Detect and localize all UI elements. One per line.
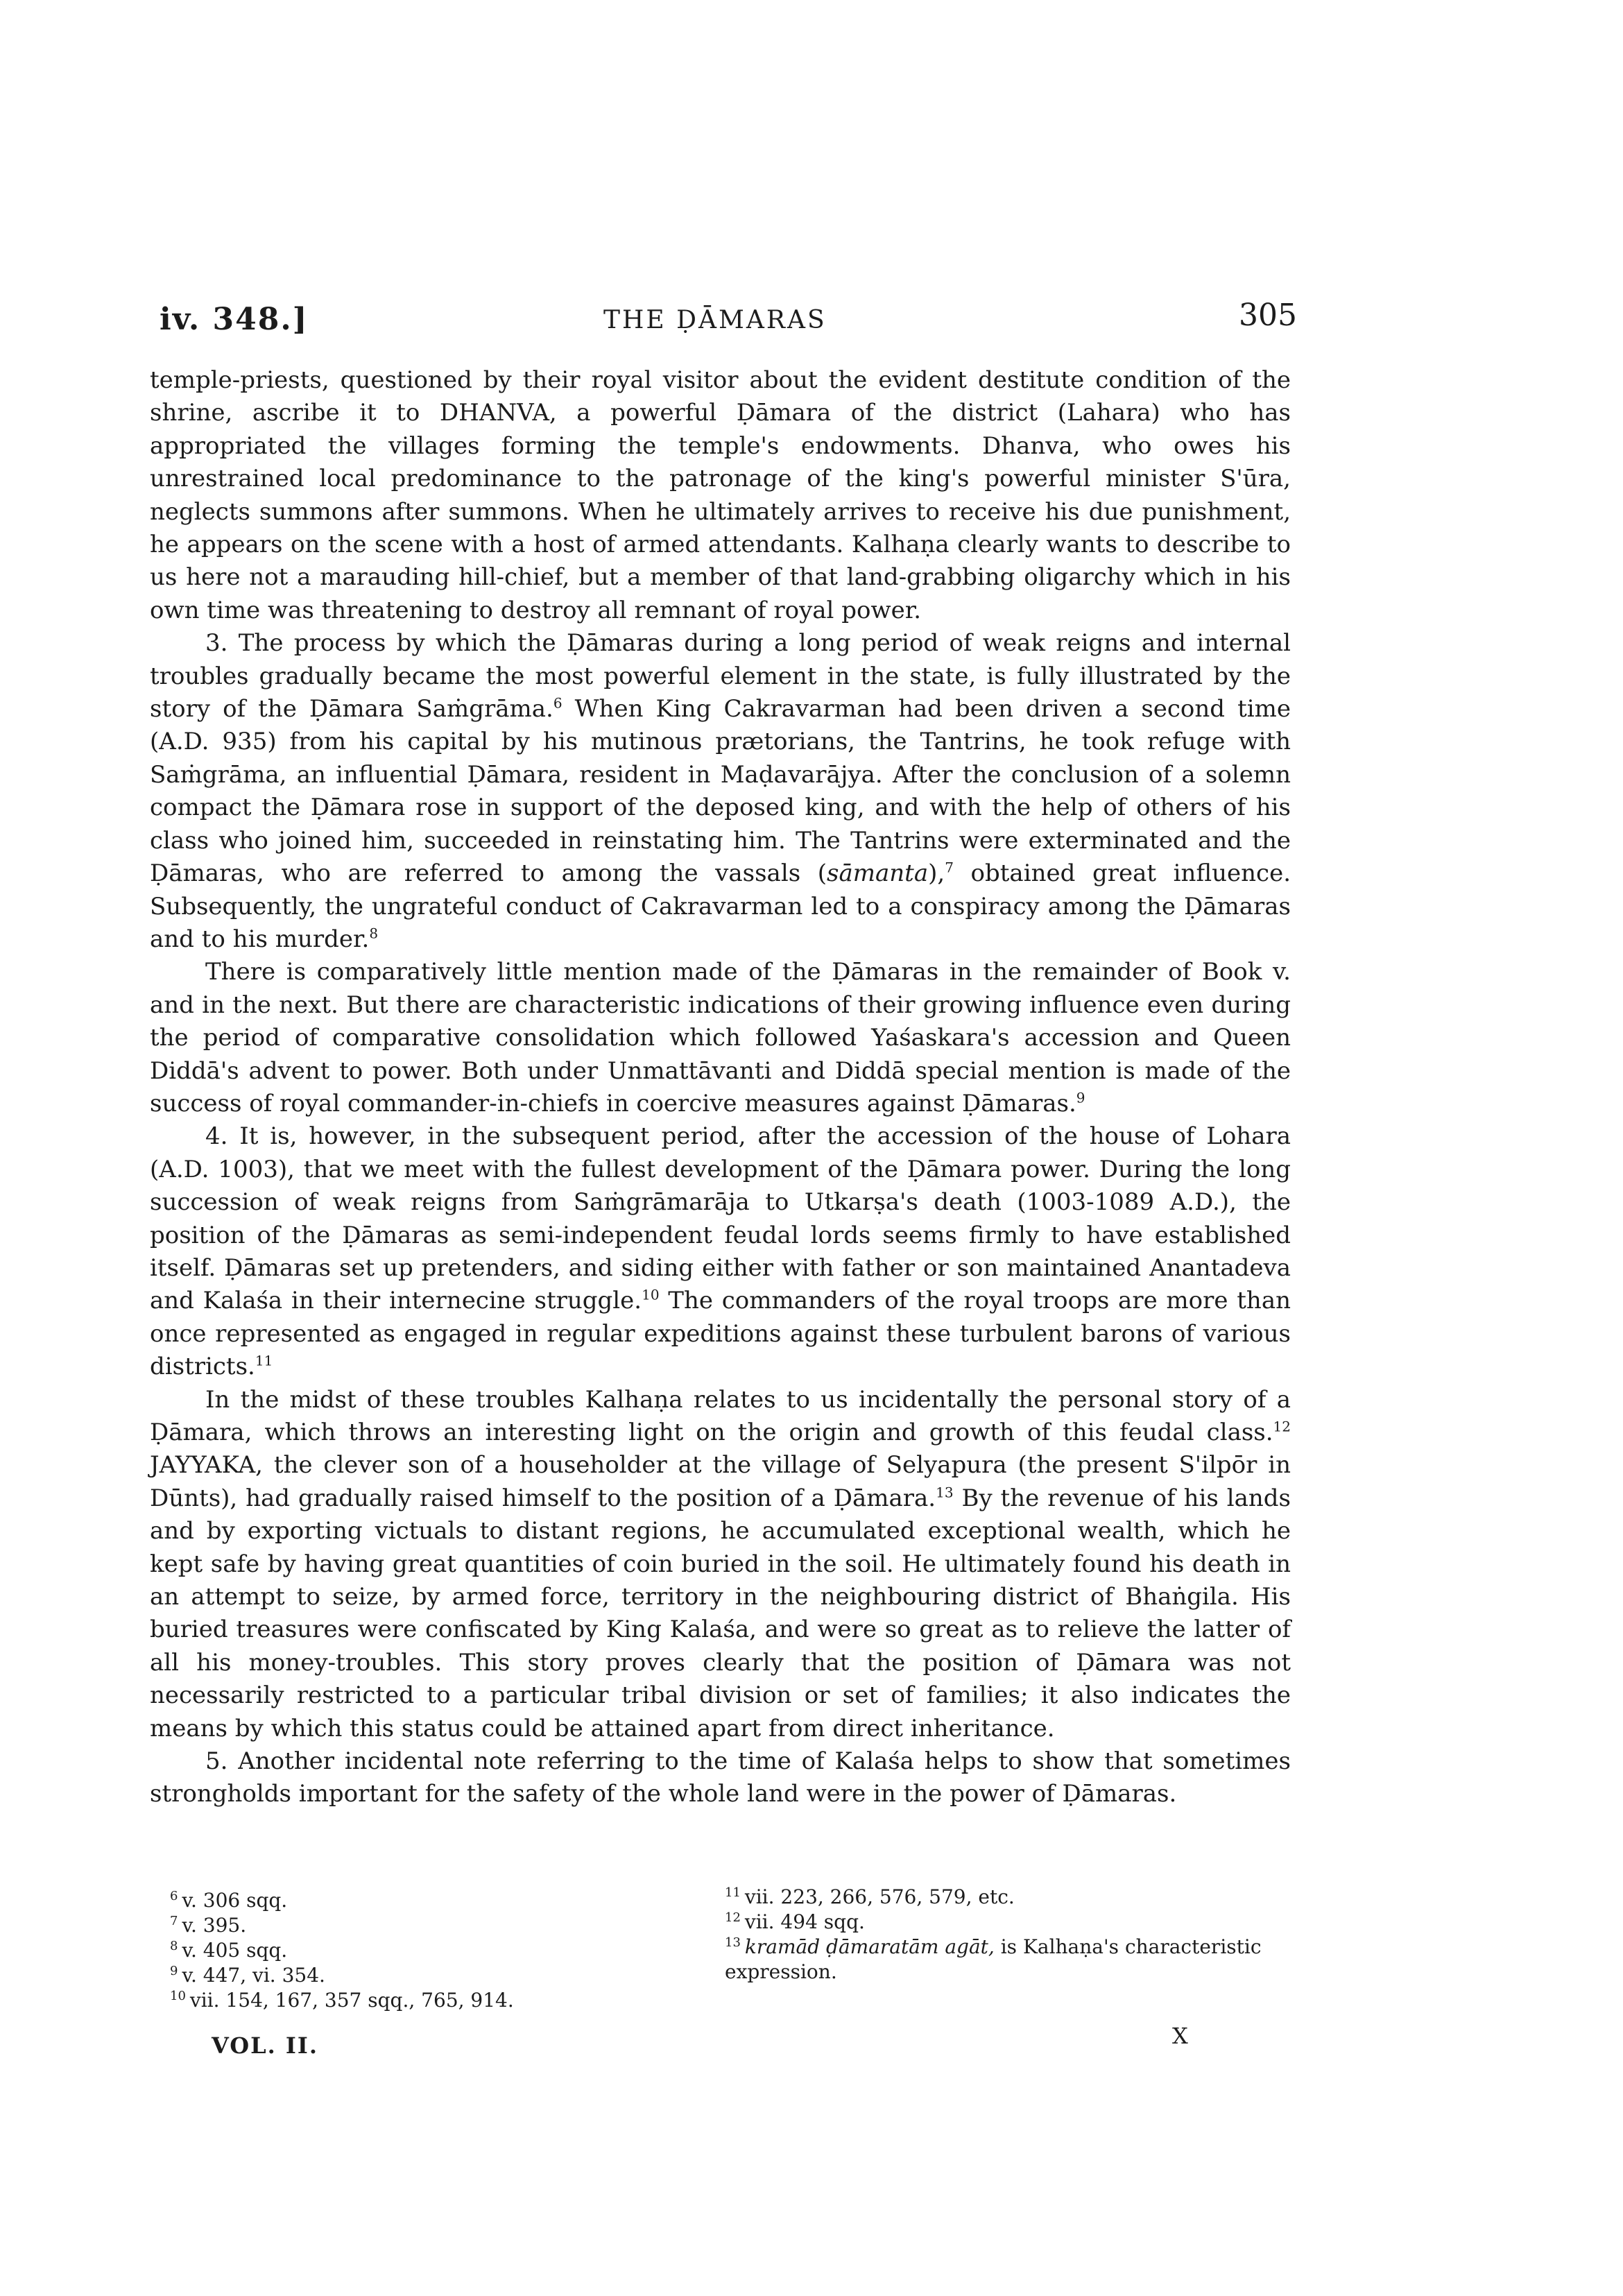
footnote-text: v. 306 sqq. — [182, 1889, 288, 1912]
footnote — [170, 1888, 697, 1913]
footnote-number: 10 — [170, 1988, 186, 2003]
footnote-marker: 12 — [1273, 1418, 1291, 1435]
paragraph-2: 3. The process by which the Ḍāmaras during a long period of weak reigns and internal troubles gradually became the most powerful element in the state, is fully illustrated by the story of the Ḍāmara Saṁgrāma.$^6$ When King Cakravarman had been driven a second time (A.D. 935) from his capital by his mutinous prætorians, the Tantrins, he took refuge with Saṁgrāma, an influential Ḍāmara, resident in Maḍavarājya. After the conclusion of a solemn compact the Ḍāmara rose in support of the deposed king, and with the help of others of his class who joined him, succeeded in reinstating him. The Tantrins were exterminated and the Ḍāmaras, who are referred to among the vassals (sāmanta),$^7$ obtained great influence. Subsequently, the ungrateful conduct of Cakravarman led to a conspiracy among the Ḍāmaras and to his murder.$^8$ — [150, 629, 1291, 953]
footnote-marker: 9 — [1076, 1089, 1085, 1106]
paragraph-6: 5. Another incidental note referring to the time of Kalaśa helps to show that sometimes strongholds important for the safety of the whole land were in the power of Ḍāmaras. — [150, 1747, 1291, 1808]
footnote-text: vii. 223, 266, 576, 579, etc. — [744, 1885, 1015, 1908]
footnote-number: 7 — [170, 1913, 178, 1928]
footnote-number: 11 — [725, 1885, 741, 1900]
running-title: THE ḌĀMARAS — [603, 306, 827, 334]
footnotes-left-column — [170, 1888, 697, 2013]
running-header — [160, 295, 1297, 343]
footnote — [725, 1885, 1294, 1910]
footnote-number: 9 — [170, 1963, 178, 1978]
paragraph-4: 4. It is, however, in the subsequent period, after the accession of the house of Lohara (A.D. 1003), that we meet with the fullest development of the Ḍāmara power. During the long succession of weak reigns from Saṁgrāmarāja to Utkarṣa's death (1003-1089 A.D.), the position of the Ḍāmaras as semi-independent feudal lords seems firmly to have established itself. Ḍāmaras set up pretenders, and siding either with father or son maintained Anantadeva and Kalaśa in their internecine struggle.$^{10}$ The commanders of the royal troops are more than once represented as engaged in regular expeditions against these turbulent barons of various districts.$^{11}$ — [150, 1122, 1291, 1381]
footnote-text: vii. 494 sqq. — [744, 1910, 865, 1933]
footnote-text: v. 405 sqq. — [182, 1939, 288, 1962]
footnote — [170, 1913, 697, 1938]
footnote-marker: 10 — [642, 1287, 660, 1304]
signature-mark: X — [1172, 2023, 1188, 2049]
footnote-marker: 7 — [945, 859, 954, 876]
paragraph-5: In the midst of these troubles Kalhaṇa relates to us incidentally the personal story of a Ḍāmara, which throws an interesting light on the origin and growth of this feudal class.$^{12}$ JAYYAKA, the clever son of a householder at the village of Selyapura (the present S'ilpōr in Dūnts), had gradually raised himself to the position of a Ḍāmara.$^{13}$ By the revenue of his lands and by exporting victuals to distant regions, he accumulated exceptional wealth, which he kept safe by having great quantities of coin buried in the soil. He ultimately found his death in an attempt to seize, by armed force, territory in the neighbouring district of Bhaṅgila. His buried treasures were confiscated by King Kalaśa, and were so great as to relieve the latter of all his money-troubles. This story proves clearly that the position of Ḍāmara was not necessarily restricted to a particular tribal division or set of families; it also indicates the means by which this status could be attained apart from direct inheritance. — [150, 1385, 1291, 1742]
body-text — [150, 364, 1291, 1811]
footnote-marker: 11 — [255, 1352, 273, 1369]
footnote — [170, 1988, 697, 2013]
footnote-text: v. 395. — [182, 1914, 247, 1937]
footnote — [170, 1938, 697, 1963]
footnote-number: 13 — [725, 1935, 741, 1950]
footnote — [170, 1963, 697, 1988]
footnote-number: 12 — [725, 1910, 741, 1925]
footnote-number: 6 — [170, 1888, 178, 1903]
footnote-number: 8 — [170, 1938, 178, 1953]
footnote-text: vii. 154, 167, 357 sqq., 765, 914. — [189, 1989, 514, 2012]
footnote-text: v. 447, vi. 354. — [182, 1964, 325, 1987]
page-number: 305 — [1239, 298, 1297, 333]
footnote — [725, 1910, 1294, 1935]
footnotes-right-column — [725, 1885, 1294, 1985]
paragraph-1: temple-priests, questioned by their royal visitor about the evident destitute condition of the shrine, ascribe it to DHANVA, a powerful Ḍāmara of the district (Lahara) who has appropriated the villages forming the temple's endowments. Dhanva, who owes his unrestrained local predominance to the patronage of the king's powerful minister S'ūra, neglects summons after summons. When he ultimately arrives to receive his due punishment, he appears on the scene with a host of armed attendants. Kalhaṇa clearly wants to describe to us here not a marauding hill-chief, but a member of that land-grabbing oligarchy which in his own time was threatening to destroy all remnant of royal power. — [150, 366, 1291, 624]
footnote — [725, 1935, 1294, 1985]
footnote-italic: kramād ḍāmaratām agāt, — [744, 1935, 995, 1958]
footnote-marker: 8 — [369, 925, 379, 942]
paragraph-3: There is comparatively little mention made of the Ḍāmaras in the remainder of Book v. and in the next. But there are characteristic indications of their growing influence even during the period of comparative consolidation which followed Yaśaskara's accession and Queen Diddā's advent to power. Both under Unmattāvanti and Diddā special mention is made of the success of royal commander-in-chiefs in coercive measures against Ḍāmaras.$^9$ — [150, 958, 1291, 1117]
footnote-text: is Kalhaṇa's characteristic expression. — [725, 1935, 1262, 1983]
footnote-marker: 6 — [553, 694, 563, 712]
section-reference: iv. 348.] — [160, 302, 309, 337]
footnote-marker: 13 — [936, 1484, 954, 1501]
volume-label: VOL. II. — [212, 2032, 318, 2059]
